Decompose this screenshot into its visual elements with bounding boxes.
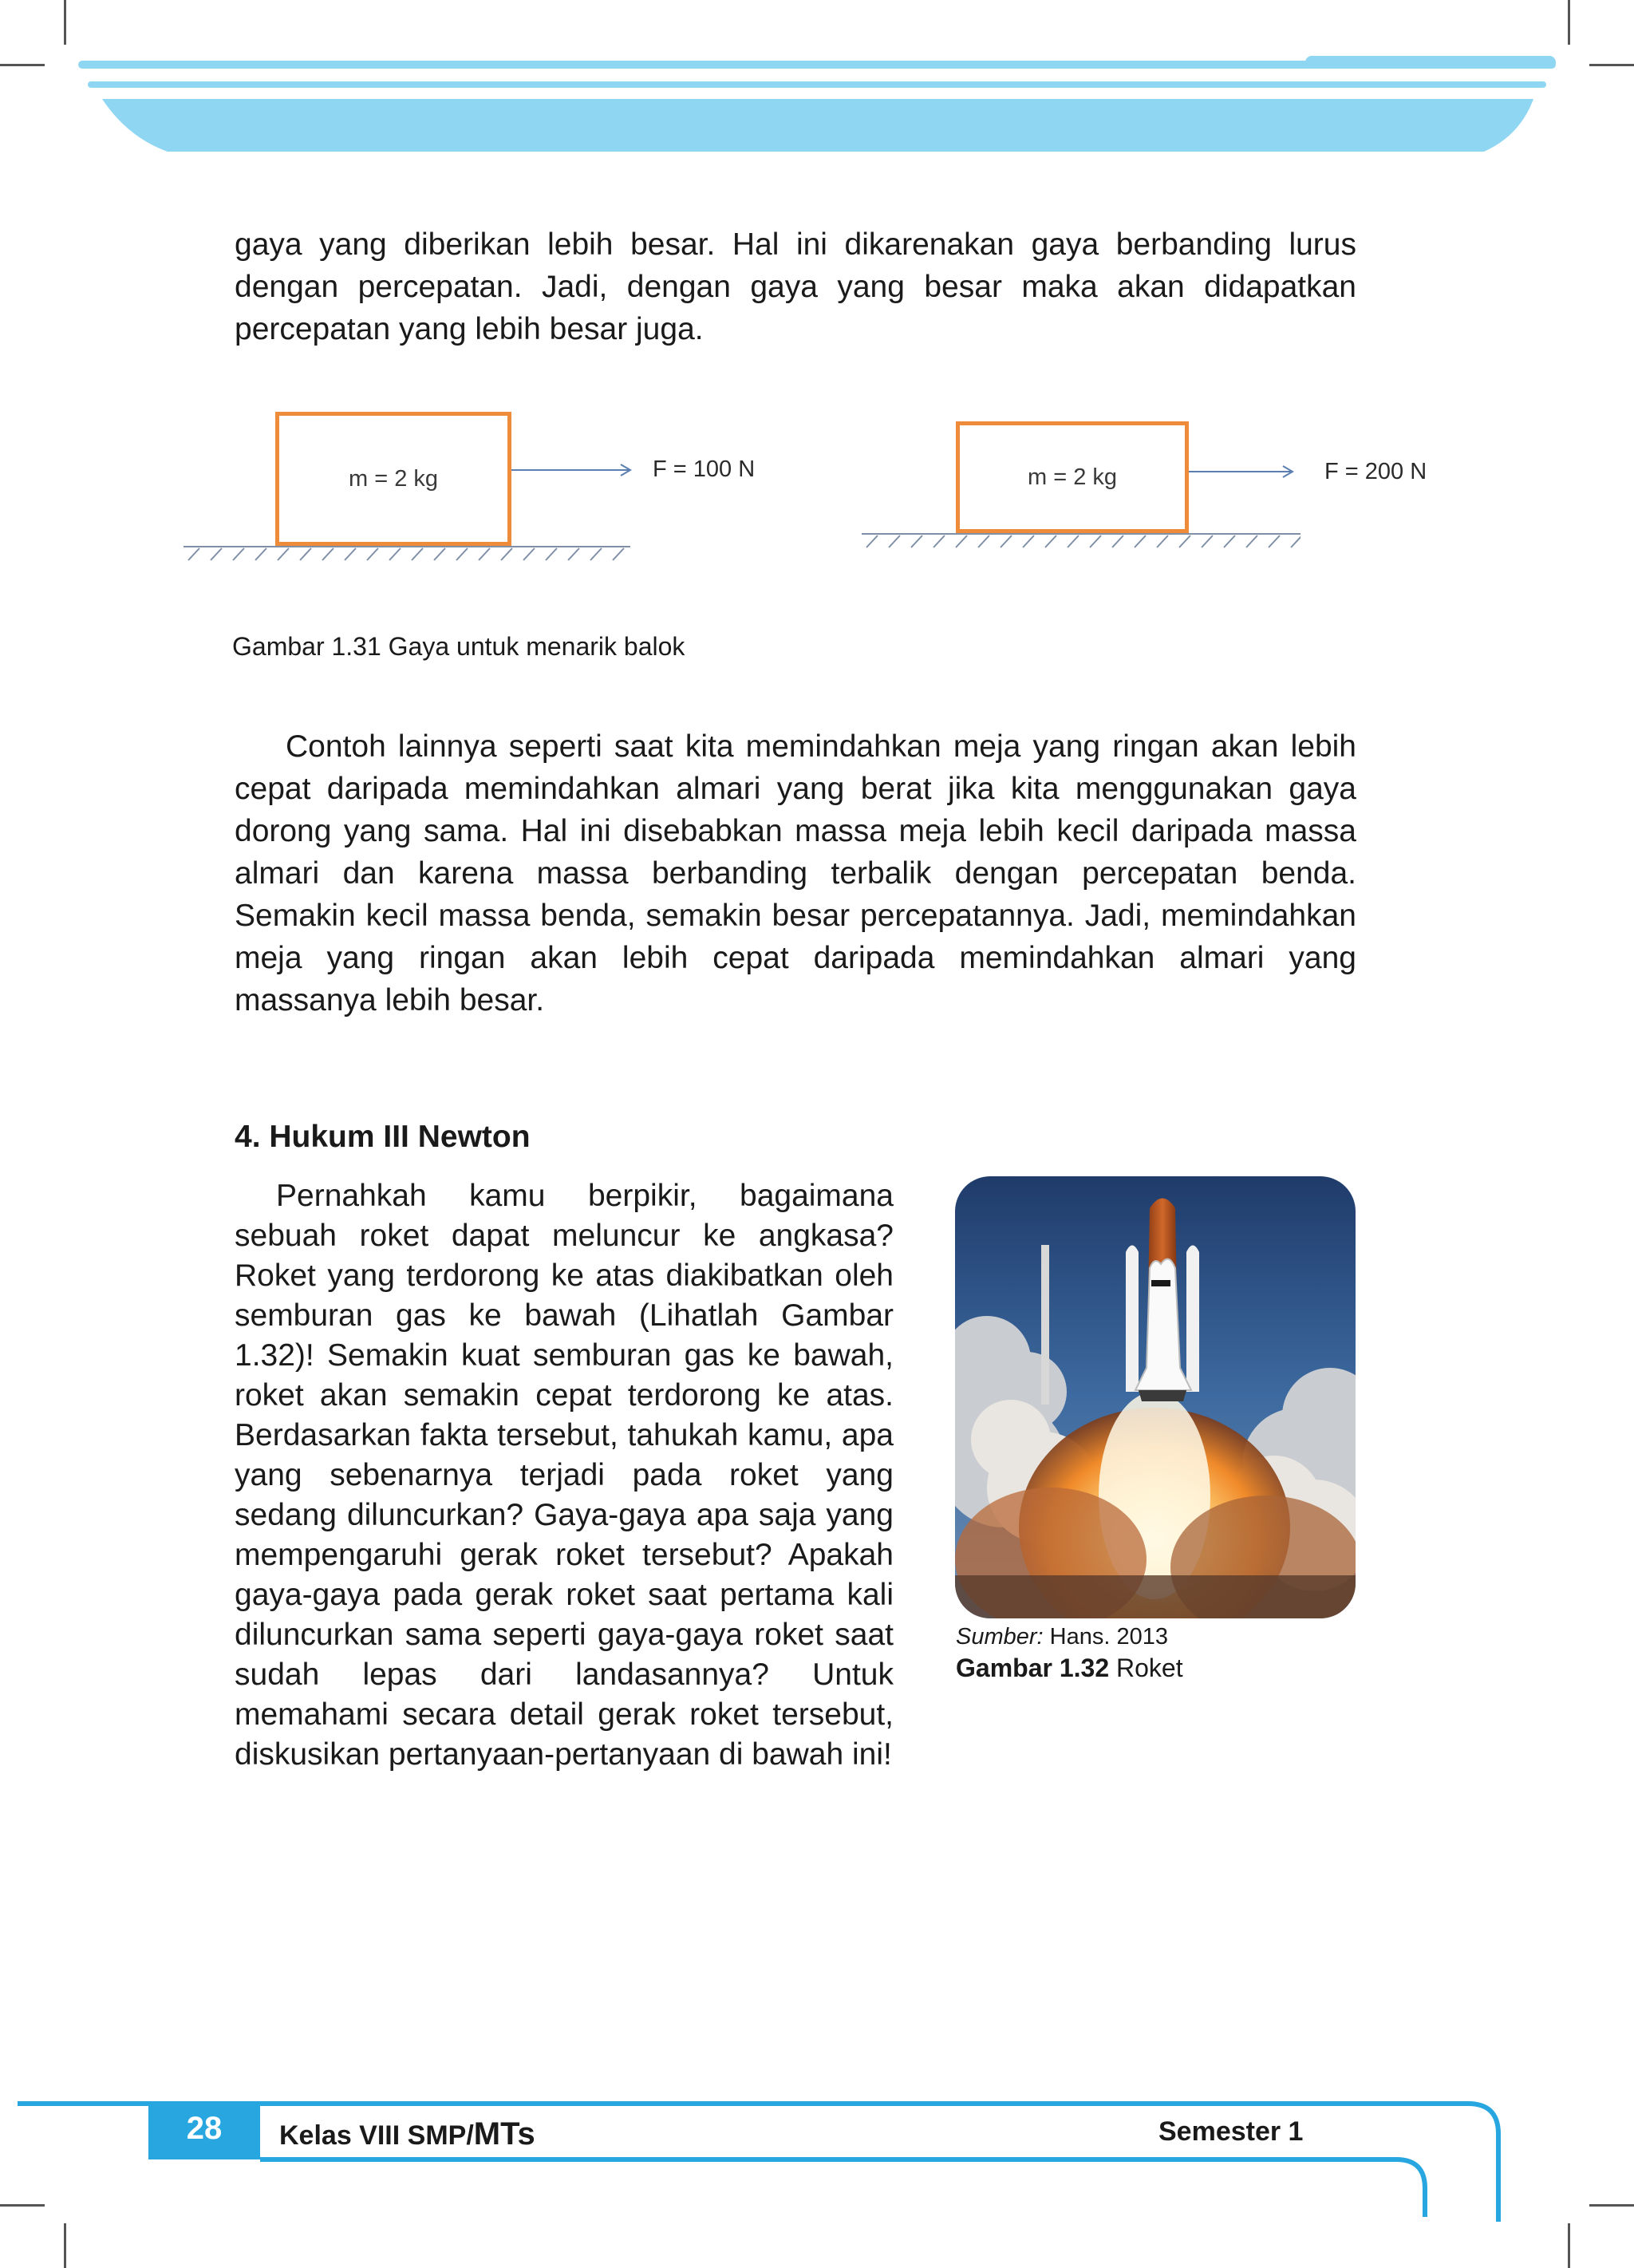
force-diagram-left [176,447,654,575]
section-heading: 4. Hukum III Newton [235,1120,531,1154]
semester-label: Semester 1 [1158,2116,1304,2147]
figure-source [956,1623,1168,1650]
figure-caption: Gambar 1.31 Gaya untuk menarik balok [232,632,685,661]
figure-caption [956,1653,1183,1683]
force-diagram-right [854,455,1300,559]
book-prefix: Kelas VIII SMP/ [279,2120,474,2151]
mass-label: m = 2 kg [348,465,439,492]
section-paragraph: Pernahkah kamu berpikir, bagaimana sebuah roket dapat meluncur ke angkasa? Roket yang terdorong ke atas diakibatkan oleh semburan gas ke bawah (Lihatlah Gambar 1.32)! Semakin kuat semburan gas ke bawah, roket akan semakin cepat terdorong ke atas. Berdasarkan fakta tersebut, tahukah kamu, apa yang sebenarnya terjadi pada roket yang sedang diluncurkan? Gaya-gaya apa saja yang mempengaruhi gerak roket tersebut? Apakah gaya-gaya pada gerak roket saat pertama kali diluncurkan sama seperti gaya-gaya roket saat sudah lepas dari landasannya? Untuk memahami secara detail gerak roket tersebut, diskusikan pertanyaan-pertanyaan di bawah ini! [235,1179,894,1772]
page-number: 28 [186,2111,223,2146]
force-label: F = 100 N [653,456,756,482]
caption-text: Roket [1109,1654,1183,1682]
source-label: Sumber: [956,1624,1044,1650]
force-label: F = 200 N [1324,459,1427,484]
book-suffix: MTs [473,2116,535,2151]
footer-bar [0,2075,1634,2234]
header-banner [0,0,1634,160]
book-title [279,2116,535,2152]
rocket-photo [955,1176,1356,1618]
mass-label: m = 2 kg [1027,464,1118,490]
intro-paragraph: gaya yang diberikan lebih besar. Hal ini dikarenakan gaya berbanding lurus dengan percepatan. Jadi, dengan gaya yang besar maka akan didapatkan percepatan yang lebih besar juga. [235,227,1356,346]
example-paragraph: Contoh lainnya seperti saat kita memindahkan meja yang ringan akan lebih cepat daripada memindahkan almari yang berat jika kita menggunakan gaya dorong yang sama. Hal ini disebabkan massa meja lebih kecil daripada massa almari dan karena massa berbanding terbalik dengan percepatan benda. Semakin kecil massa benda, semakin besar percepatannya. Jadi, memindahkan meja yang ringan akan lebih cepat daripada memindahkan almari yang massanya lebih besar. [235,729,1356,1017]
source-value: Hans. 2013 [1043,1624,1168,1650]
caption-bold: Gambar 1.32 [956,1654,1110,1682]
